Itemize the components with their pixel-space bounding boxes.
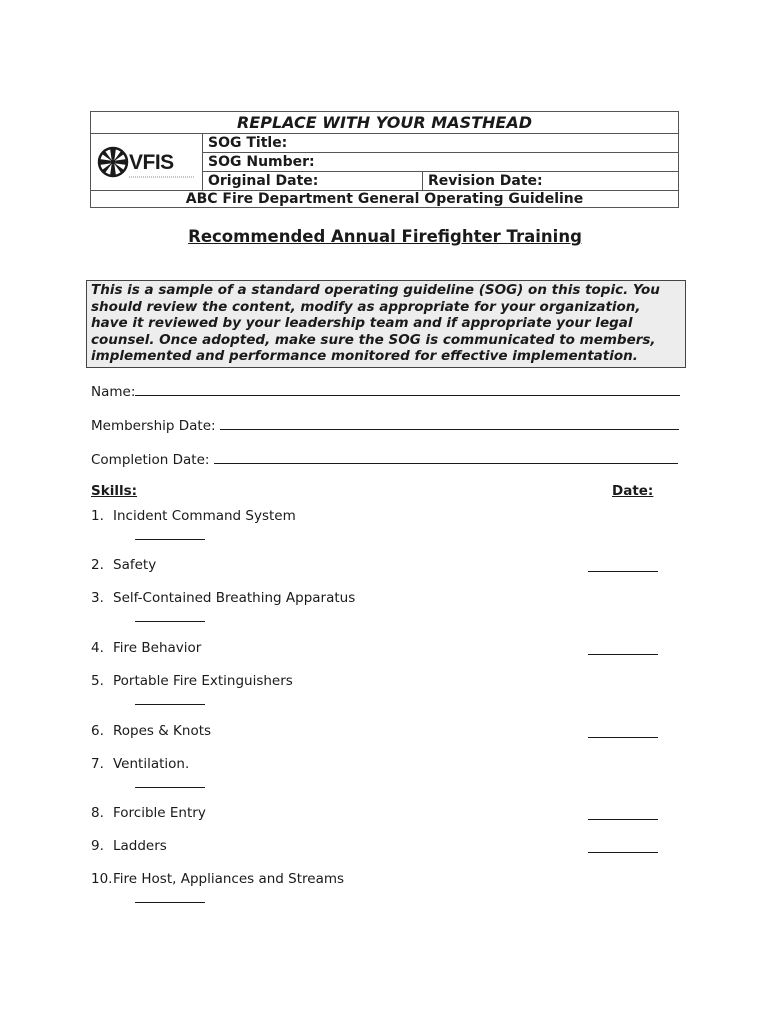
name-field bbox=[91, 383, 680, 400]
revision-date-label: Revision Date: bbox=[428, 173, 543, 189]
skill-item bbox=[91, 673, 293, 689]
skill-label: Fire Behavior bbox=[113, 640, 202, 656]
skill-label: Ropes & Knots bbox=[113, 723, 212, 739]
skill-date-blank bbox=[588, 737, 658, 738]
skill-date-blank bbox=[135, 787, 205, 788]
skill-label: Incident Command System bbox=[113, 508, 296, 524]
skill-number: 6. bbox=[91, 723, 104, 739]
skill-label: Safety bbox=[113, 557, 157, 573]
skill-label: Ventilation. bbox=[113, 756, 190, 772]
skill-item bbox=[91, 590, 355, 606]
name-label: Name: bbox=[91, 384, 136, 400]
sog-title-row bbox=[203, 134, 678, 153]
skill-date-blank bbox=[135, 539, 205, 540]
sample-notice: This is a sample of a standard operating guideline (SOG) on this topic. You should review the content, modify as appropriate for your organization, have it reviewed by your leadership team and if appropriate your legal counsel. Once adopted, make sure the SOG is communicated to members, implemented and performance monitored for effective implementation. bbox=[86, 280, 686, 368]
skill-number: 8. bbox=[91, 805, 104, 821]
skill-item bbox=[91, 805, 206, 821]
completion-date-line bbox=[214, 451, 678, 464]
skill-label: Self-Contained Breathing Apparatus bbox=[113, 590, 356, 606]
skill-item bbox=[91, 508, 296, 524]
sog-number-label: SOG Number: bbox=[208, 154, 315, 170]
skill-number: 9. bbox=[91, 838, 104, 854]
completion-date-field bbox=[91, 451, 678, 468]
skill-label: Portable Fire Extinguishers bbox=[113, 673, 293, 689]
vfis-logo bbox=[91, 134, 203, 190]
name-line bbox=[135, 383, 680, 396]
vfis-logo-icon bbox=[91, 134, 203, 190]
sog-number-row bbox=[203, 153, 678, 172]
dates-row bbox=[203, 172, 678, 191]
skill-date-blank bbox=[588, 852, 658, 853]
skill-number: 2. bbox=[91, 557, 104, 573]
skill-number: 10. bbox=[91, 871, 113, 887]
membership-date-field bbox=[91, 417, 679, 434]
masthead-footer: ABC Fire Department General Operating Guideline bbox=[91, 190, 678, 208]
skill-item bbox=[91, 756, 189, 772]
skill-item bbox=[91, 557, 156, 573]
masthead-title: REPLACE WITH YOUR MASTHEAD bbox=[91, 112, 678, 134]
skill-date-blank bbox=[588, 654, 658, 655]
skill-label: Ladders bbox=[113, 838, 167, 854]
skill-date-blank bbox=[588, 819, 658, 820]
skill-number: 5. bbox=[91, 673, 104, 689]
masthead-table bbox=[90, 111, 679, 208]
skill-item bbox=[91, 838, 167, 854]
skill-date-blank bbox=[135, 902, 205, 903]
vfis-logo-text: VFIS bbox=[129, 151, 174, 174]
completion-date-label: Completion Date: bbox=[91, 452, 210, 468]
skill-date-blank bbox=[135, 704, 205, 705]
skill-date-blank bbox=[135, 621, 205, 622]
skill-label: Fire Host, Appliances and Streams bbox=[113, 871, 345, 887]
membership-date-label: Membership Date: bbox=[91, 418, 216, 434]
skill-item bbox=[91, 871, 344, 887]
skill-number: 3. bbox=[91, 590, 104, 606]
document-title: Recommended Annual Firefighter Training bbox=[188, 227, 582, 246]
skill-number: 4. bbox=[91, 640, 104, 656]
skill-number: 7. bbox=[91, 756, 104, 772]
skill-label: Forcible Entry bbox=[113, 805, 206, 821]
skill-date-blank bbox=[588, 571, 658, 572]
original-date-label: Original Date: bbox=[203, 172, 423, 190]
membership-date-line bbox=[220, 417, 679, 430]
date-header: Date: bbox=[612, 483, 654, 499]
skill-item bbox=[91, 723, 211, 739]
skill-number: 1. bbox=[91, 508, 104, 524]
skills-header: Skills: bbox=[91, 483, 138, 499]
sog-title-label: SOG Title: bbox=[208, 135, 288, 151]
skill-item bbox=[91, 640, 201, 656]
